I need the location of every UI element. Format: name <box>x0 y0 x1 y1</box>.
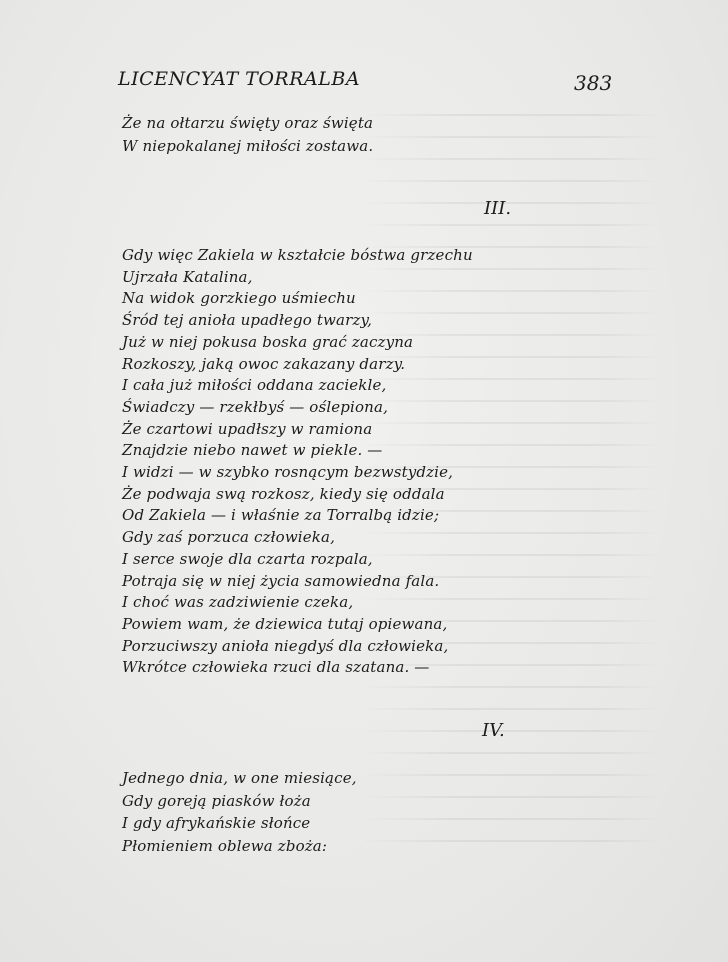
verse-line: Gdy więc Zakiela w kształcie bóstwa grzechu <box>122 246 473 264</box>
verse-line: I widzi — w szybko rosnącym bezwstydzie, <box>122 463 454 482</box>
section-number-iii: III. <box>484 198 512 219</box>
verse-line: Potraja się w niej życia samowiedna fala. <box>122 571 440 590</box>
verse-line: Że czartowi upadłszy w ramiona <box>122 419 373 438</box>
verse-line: Jednego dnia, w one miesiące, <box>122 769 357 787</box>
verse-line: Powiem wam, że dziewica tutaj opiewana, <box>122 614 448 633</box>
verse-line: Płomieniem oblewa zboża: <box>122 836 328 855</box>
verse-line: Śród tej anioła upadłego twarzy, <box>122 311 373 330</box>
verse-line: Świadczy — rzekłbyś — oślepiona, <box>122 397 388 416</box>
running-title: LICENCYAT TORRALBA <box>118 68 361 90</box>
verse-line: I cała już miłości oddana zaciekle, <box>122 376 387 395</box>
verse-line: Rozkoszy, jaką owoc zakazany darzy. <box>122 354 406 373</box>
verse-line: I gdy afrykańskie słońce <box>122 814 311 832</box>
verse-line: Na widok gorzkiego uśmiechu <box>122 289 356 308</box>
verse-line: I choć was zadziwienie czeka, <box>122 593 354 612</box>
verse-line: Wkrótce człowieka rzuci dla szatana. — <box>122 658 430 677</box>
verse-line: Gdy zaś porzuca człowieka, <box>122 528 336 547</box>
verse-line: Od Zakiela — i właśnie za Torralbą idzie; <box>122 506 440 525</box>
section-number-iv: IV. <box>482 720 505 741</box>
verse-line: Że podwaja swą rozkosz, kiedy się oddala <box>122 484 445 503</box>
verse-line: Gdy goreją piasków łoża <box>122 791 311 810</box>
page-number: 383 <box>574 71 613 95</box>
verse-line: Ujrzała Katalina, <box>122 267 253 286</box>
opening-stanza <box>122 112 373 158</box>
section-iv-stanza <box>122 767 357 857</box>
verse-line: Już w niej pokusa boska grać zaczyna <box>122 332 414 351</box>
verse-line: Że na ołtarzu święty oraz święta <box>122 114 374 132</box>
verse-line: I serce swoje dla czarta rozpala, <box>122 549 373 568</box>
verse-line: Znajdzie niebo nawet w piekle. — <box>122 441 383 460</box>
verse-line: Porzuciwszy anioła niegdyś dla człowieka, <box>122 636 449 655</box>
verse-line: W niepokalanej miłości zostawa. <box>122 137 374 155</box>
section-iii-stanza <box>122 245 473 679</box>
